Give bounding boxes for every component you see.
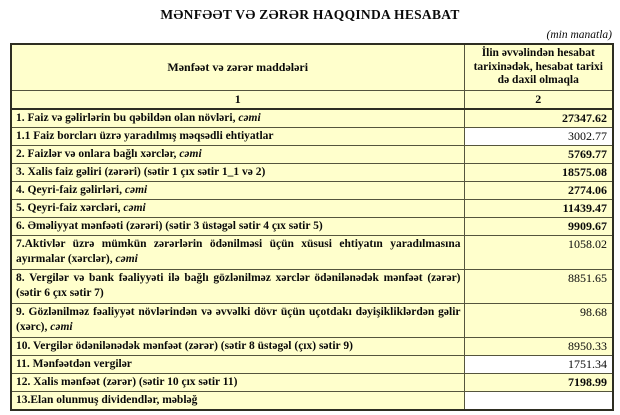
row-label-italic-suffix: cəmi <box>115 253 138 265</box>
row-value: 8950.33 <box>464 338 613 356</box>
row-label-italic-suffix: cəmi <box>124 184 148 196</box>
row-value: 3002.77 <box>464 128 613 146</box>
profit-loss-table <box>10 43 614 411</box>
table-row <box>11 374 613 392</box>
report-table-body <box>11 109 613 410</box>
table-row <box>11 304 613 338</box>
table-row <box>11 109 613 128</box>
row-label-italic-suffix: cəmi <box>50 321 73 333</box>
table-row <box>11 392 613 411</box>
row-value: 98.68 <box>464 304 613 338</box>
row-value: 5769.77 <box>464 146 613 164</box>
row-label: 4. Qeyri-faiz gəlirləri, cəmi <box>11 182 464 200</box>
row-label: 5. Qeyri-faiz xərcləri, cəmi <box>11 200 464 218</box>
row-value: 27347.62 <box>464 109 613 128</box>
row-label: 1. Faiz və gəlirlərin bu qəbildən olan növləri, cəmi <box>11 109 464 128</box>
row-label: 7.Aktivlər üzrə mümkün zərərlərin ödənilməsi üçün xüsusi ehtiyatın yaradılmasına ayırmalar (xərclər), cəmi <box>11 236 464 270</box>
col1-header-cell: Mənfəət və zərər maddələri <box>11 44 464 90</box>
row-label: 11. Mənfəətdən vergilər <box>11 356 464 374</box>
table-row <box>11 270 613 304</box>
row-label: 12. Xalis mənfəət (zərər) (sətir 10 çıx sətir 11) <box>11 374 464 392</box>
unit-note: (min manatla) <box>546 29 612 41</box>
row-value: 2774.06 <box>464 182 613 200</box>
table-row <box>11 236 613 270</box>
row-label: 2. Faizlər və onlara bağlı xərclər, cəmi <box>11 146 464 164</box>
table-row <box>11 356 613 374</box>
row-label-italic-suffix: cəmi <box>179 148 202 160</box>
row-label: 13.Elan olunmuş dividendlər, məbləğ <box>11 392 464 411</box>
page-title: MƏNFƏƏT VƏ ZƏRƏR HAQQINDA HESABAT <box>160 7 460 22</box>
table-row <box>11 218 613 236</box>
row-value <box>464 392 613 411</box>
row-label-italic-suffix: cəmi <box>238 112 261 124</box>
row-label: 10. Vergilər ödənilənədək mənfəət (zərər) (sətir 8 üstəgəl (çıx) sətir 9) <box>11 338 464 356</box>
row-label: 9. Gözlənilməz fəaliyyət növlərindən və əvvəlki dövr üçün uçotdakı dəyişikliklərdən gəlir (xərc), cəmi <box>11 304 464 338</box>
table-row <box>11 128 613 146</box>
index-row <box>11 90 613 109</box>
row-value: 1751.34 <box>464 356 613 374</box>
row-value: 11439.47 <box>464 200 613 218</box>
table-row <box>11 164 613 182</box>
row-value: 8851.65 <box>464 270 613 304</box>
row-value: 18575.08 <box>464 164 613 182</box>
row-value: 1058.02 <box>464 236 613 270</box>
col2-header-cell: İlin əvvəlindən hesabat tarixinədək, hesabat tarixi də daxil olmaqla <box>464 44 613 90</box>
row-label: 3. Xalis faiz gəliri (zərəri) (sətir 1 çıx sətir 1_1 və 2) <box>11 164 464 182</box>
col1-index-cell: 1 <box>11 90 464 109</box>
row-label: 8. Vergilər və bank fəaliyyəti ilə bağlı gözlənilməz xərclər ödənilənədək mənfəət (zərər) (sətir 6 çıx sətir 7) <box>11 270 464 304</box>
row-label: 6. Əməliyyat mənfəəti (zərəri) (sətir 3 üstəgəl sətir 4 çıx sətir 5) <box>11 218 464 236</box>
header-row <box>11 44 613 90</box>
table-row <box>11 200 613 218</box>
col2-index-cell: 2 <box>464 90 613 109</box>
row-value: 9909.67 <box>464 218 613 236</box>
row-label-italic-suffix: cəmi <box>123 202 146 214</box>
row-value: 7198.99 <box>464 374 613 392</box>
table-row <box>11 146 613 164</box>
row-label: 1.1 Faiz borcları üzrə yaradılmış məqsədli ehtiyatlar <box>11 128 464 146</box>
table-row <box>11 338 613 356</box>
table-row <box>11 182 613 200</box>
